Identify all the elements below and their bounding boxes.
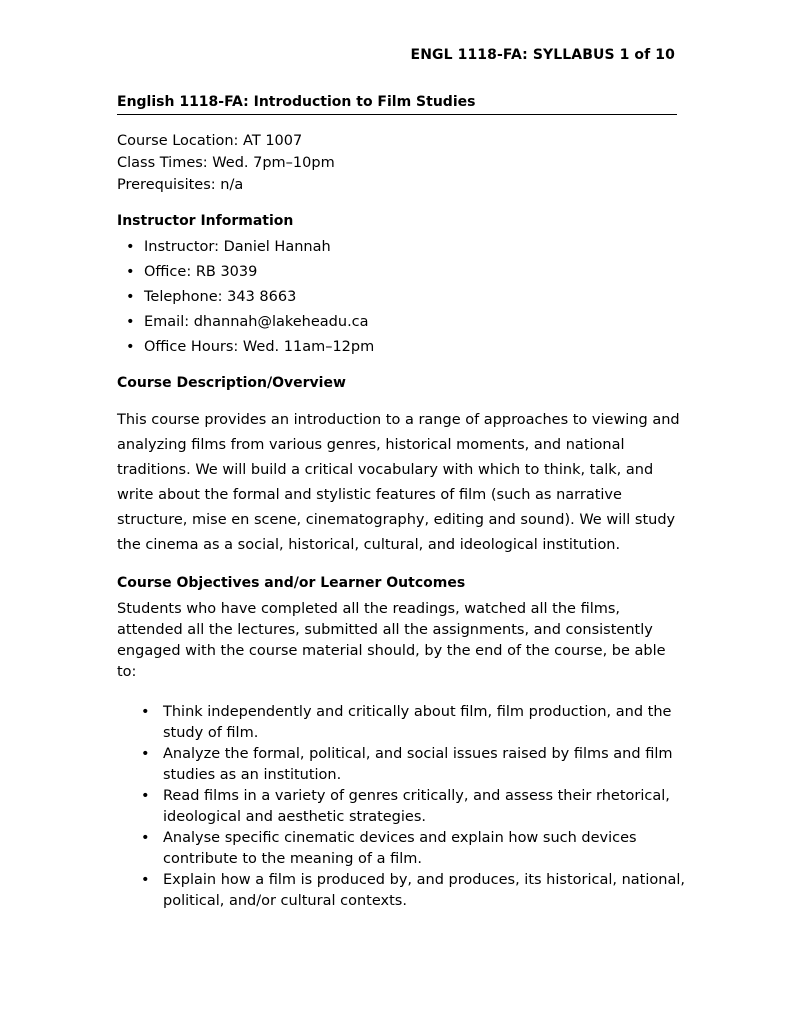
list-item: • Analyze the formal, political, and social issues raised by films and film studies as an institution. [117,744,687,786]
list-item: • Think independently and critically about film, film production, and the study of film. [117,702,687,744]
list-item: • Read films in a variety of genres critically, and assess their rhetorical, ideological and aesthetic strategies. [117,786,687,828]
objectives-list [117,702,687,912]
running-header: ENGL 1118-FA: SYLLABUS 1 of 10 [410,47,675,63]
instructor-list [117,235,374,360]
description-heading: Course Description/Overview [117,375,346,391]
instructor-heading: Instructor Information [117,213,294,229]
instructor-telephone: • Telephone: 343 8663 [117,285,374,310]
prerequisites: Prerequisites: n/a [117,177,244,193]
list-item: • Analyse specific cinematic devices and explain how such devices contribute to the meaning of a film. [117,828,687,870]
course-info-block [117,130,335,196]
objectives-heading: Course Objectives and/or Learner Outcomes [117,575,466,591]
class-times: Class Times: Wed. 7pm–10pm [117,155,335,171]
list-item: • Explain how a film is produced by, and produces, its historical, national, political, and/or cultural contexts. [117,870,687,912]
description-body: This course provides an introduction to a range of approaches to viewing and analyzing films from various genres, historical moments, and national traditions. We will build a critical vocabulary with which to think, talk, and write about the formal and stylistic features of film (such as narrative structure, mise en scene, cinematography, editing and sound). We will study the cinema as a social, historical, cultural, and ideological institution. [117,412,680,553]
instructor-name: • Instructor: Daniel Hannah [117,235,374,260]
course-location: Course Location: AT 1007 [117,133,303,149]
objectives-intro: Students who have completed all the readings, watched all the films, attended all the lectures, submitted all the assignments, and consistently engaged with the course material should, by the end of the course, be able to: [117,601,666,680]
instructor-office: • Office: RB 3039 [117,260,374,285]
instructor-office-hours: • Office Hours: Wed. 11am–12pm [117,335,374,360]
document-title: English 1118-FA: Introduction to Film Studies [117,94,677,115]
instructor-email: • Email: dhannah@lakeheadu.ca [117,310,374,335]
